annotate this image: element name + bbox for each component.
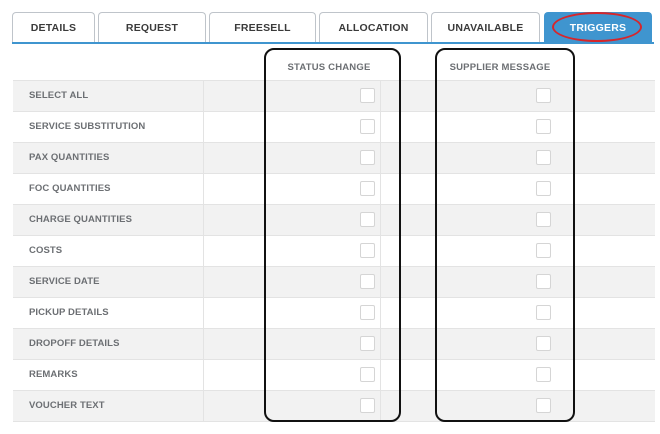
table-row — [13, 391, 655, 422]
column-divider — [380, 236, 381, 266]
status-change-checkbox[interactable] — [360, 181, 375, 196]
row-label: SELECT ALL — [29, 90, 89, 101]
column-header-supplier-message: SUPPLIER MESSAGE — [449, 62, 551, 73]
status-change-checkbox[interactable] — [360, 305, 375, 320]
tab-details[interactable]: DETAILS — [12, 12, 95, 42]
supplier-message-checkbox[interactable] — [536, 274, 551, 289]
column-divider — [203, 329, 204, 359]
status-change-checkbox[interactable] — [360, 119, 375, 134]
table-row — [13, 329, 655, 360]
column-divider — [380, 329, 381, 359]
row-label: REMARKS — [29, 369, 78, 380]
column-divider — [380, 205, 381, 235]
column-divider — [380, 391, 381, 421]
supplier-message-checkbox[interactable] — [536, 88, 551, 103]
status-change-checkbox[interactable] — [360, 212, 375, 227]
status-change-checkbox[interactable] — [360, 367, 375, 382]
status-change-checkbox[interactable] — [360, 88, 375, 103]
column-divider — [203, 391, 204, 421]
supplier-message-checkbox[interactable] — [536, 119, 551, 134]
column-divider — [203, 81, 204, 111]
supplier-message-checkbox[interactable] — [536, 398, 551, 413]
column-header-status-change: STATUS CHANGE — [287, 62, 371, 73]
table-row — [13, 360, 655, 391]
column-divider — [380, 112, 381, 142]
status-change-checkbox[interactable] — [360, 274, 375, 289]
table-body — [13, 81, 655, 422]
row-label: COSTS — [29, 245, 63, 256]
status-change-checkbox[interactable] — [360, 243, 375, 258]
table-row — [13, 112, 655, 143]
column-divider — [380, 267, 381, 297]
row-label: SERVICE SUBSTITUTION — [29, 121, 146, 132]
supplier-message-checkbox[interactable] — [536, 181, 551, 196]
supplier-message-checkbox[interactable] — [536, 336, 551, 351]
row-label: PICKUP DETAILS — [29, 307, 109, 318]
tab-freesell[interactable]: FREESELL — [209, 12, 316, 42]
tab-unavailable[interactable]: UNAVAILABLE — [431, 12, 540, 42]
row-label: PAX QUANTITIES — [29, 152, 110, 163]
column-divider — [380, 174, 381, 204]
supplier-message-checkbox[interactable] — [536, 305, 551, 320]
column-divider — [203, 267, 204, 297]
table-row — [13, 236, 655, 267]
supplier-message-checkbox[interactable] — [536, 150, 551, 165]
supplier-message-checkbox[interactable] — [536, 212, 551, 227]
table-row — [13, 143, 655, 174]
row-label: CHARGE QUANTITIES — [29, 214, 133, 225]
triggers-highlight-circle — [552, 12, 642, 42]
row-label: VOUCHER TEXT — [29, 400, 105, 411]
triggers-table — [13, 52, 655, 422]
table-row — [13, 205, 655, 236]
row-label: FOC QUANTITIES — [29, 183, 111, 194]
table-row — [13, 174, 655, 205]
supplier-message-checkbox[interactable] — [536, 243, 551, 258]
table-row — [13, 267, 655, 298]
column-divider — [380, 81, 381, 111]
column-divider — [203, 143, 204, 173]
column-divider — [203, 236, 204, 266]
table-header — [13, 52, 655, 81]
column-divider — [203, 205, 204, 235]
table-row — [13, 298, 655, 329]
tab-allocation[interactable]: ALLOCATION — [319, 12, 428, 42]
tab-underline — [12, 42, 654, 44]
column-divider — [203, 112, 204, 142]
status-change-checkbox[interactable] — [360, 336, 375, 351]
table-row — [13, 81, 655, 112]
status-change-checkbox[interactable] — [360, 150, 375, 165]
column-divider — [203, 298, 204, 328]
tab-request[interactable]: REQUEST — [98, 12, 206, 42]
column-divider — [203, 360, 204, 390]
status-change-checkbox[interactable] — [360, 398, 375, 413]
column-divider — [380, 143, 381, 173]
supplier-message-checkbox[interactable] — [536, 367, 551, 382]
tab-triggers[interactable]: TRIGGERS — [544, 12, 652, 42]
row-label: SERVICE DATE — [29, 276, 100, 287]
column-divider — [380, 298, 381, 328]
column-divider — [203, 174, 204, 204]
column-divider — [380, 360, 381, 390]
row-label: DROPOFF DETAILS — [29, 338, 120, 349]
